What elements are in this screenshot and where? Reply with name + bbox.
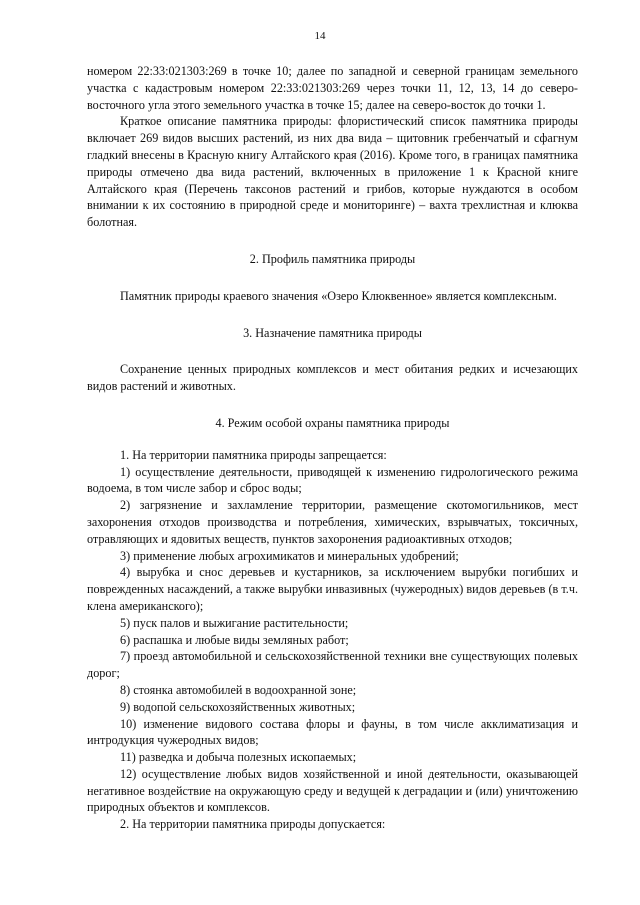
section-heading-regime: 4. Режим особой охраны памятника природы [215, 415, 450, 430]
boundary-description-end: номером 22:33:021303:269 в точке 10; далее по западной и северной границам земельного участка с кадастровым номером 22:33:021303:269 через точки 11, 12, 13, 14 до северо-восточного угла этого земельного участка в точке 15; далее на северо-восток до точки 1. [87, 64, 578, 112]
brief-description-paragraph: Краткое описание памятника природы: флористический список памятника природы включает 269 видов высших растений, из них два вида – щитовник гребенчатый и сфагнум гладкий внесены в Красную книгу Алтайского края (2016). Кроме того, в границах памятника природы отмечено два вида растений, включенных в приложение 1 к Красной книге Алтайского края (Перечень таксонов растений и грибов, которые нуждаются в особом внимании к их состоянию в природной среде и мониторинге) – вахта трехлистная и клюква болотная. [87, 114, 578, 230]
list-item: 2) загрязнение и захламление территории, размещение скотомогильников, мест захоронения отходов производства и потребления, химических, взрывчатых, токсичных, отравляющих и ядовитых веществ, пунктов захоронения радиоактивных отходов; [87, 498, 578, 546]
prohibited-intro: 1. На территории памятника природы запрещается: [120, 447, 387, 462]
list-item: 5) пуск палов и выжигание растительности; [120, 615, 349, 630]
list-item: 10) изменение видового состава флоры и фауны, в том числе акклиматизация и интродукция чужеродных видов; [87, 716, 578, 748]
list-item: 9) водопой сельскохозяйственных животных; [120, 699, 356, 714]
section-heading-profile: 2. Профиль памятника природы [249, 251, 416, 266]
list-item: 8) стоянка автомобилей в водоохранной зоне; [120, 682, 357, 697]
list-item: 4) вырубка и снос деревьев и кустарников, за исключением вырубки погибших и поврежденных насаждений, а также вырубки инвазивных (чужеродных) видов деревьев (в т.ч. клена американского); [87, 565, 578, 613]
profile-paragraph: Памятник природы краевого значения «Озеро Клюквенное» является комплексным. [120, 288, 557, 303]
list-item: 6) распашка и любые виды земляных работ; [120, 632, 349, 647]
list-item: 3) применение любых агрохимикатов и минеральных удобрений; [120, 548, 459, 563]
permitted-intro: 2. На территории памятника природы допускается: [120, 817, 386, 832]
list-item: 11) разведка и добыча полезных ископаемых; [120, 750, 357, 765]
list-item: 12) осуществление любых видов хозяйственной и иной деятельности, оказывающей негативное воздействие на окружающую среду и ведущей к деградации и (или) уничтожению природных объектов и комплексов. [87, 766, 578, 815]
section-heading-purpose: 3. Назначение памятника природы [243, 325, 422, 340]
page-number: 14 [314, 30, 326, 42]
list-item: 1) осуществление деятельности, приводящей к изменению гидрологического режима водоема, в том числе забор и сброс воды; [87, 464, 578, 496]
purpose-paragraph: Сохранение ценных природных комплексов и мест обитания редких и исчезающих видов растений и животных. [87, 362, 578, 394]
document-body [87, 63, 578, 833]
list-item: 7) проезд автомобильной и сельскохозяйственной техники вне существующих полевых дорог; [87, 649, 578, 681]
